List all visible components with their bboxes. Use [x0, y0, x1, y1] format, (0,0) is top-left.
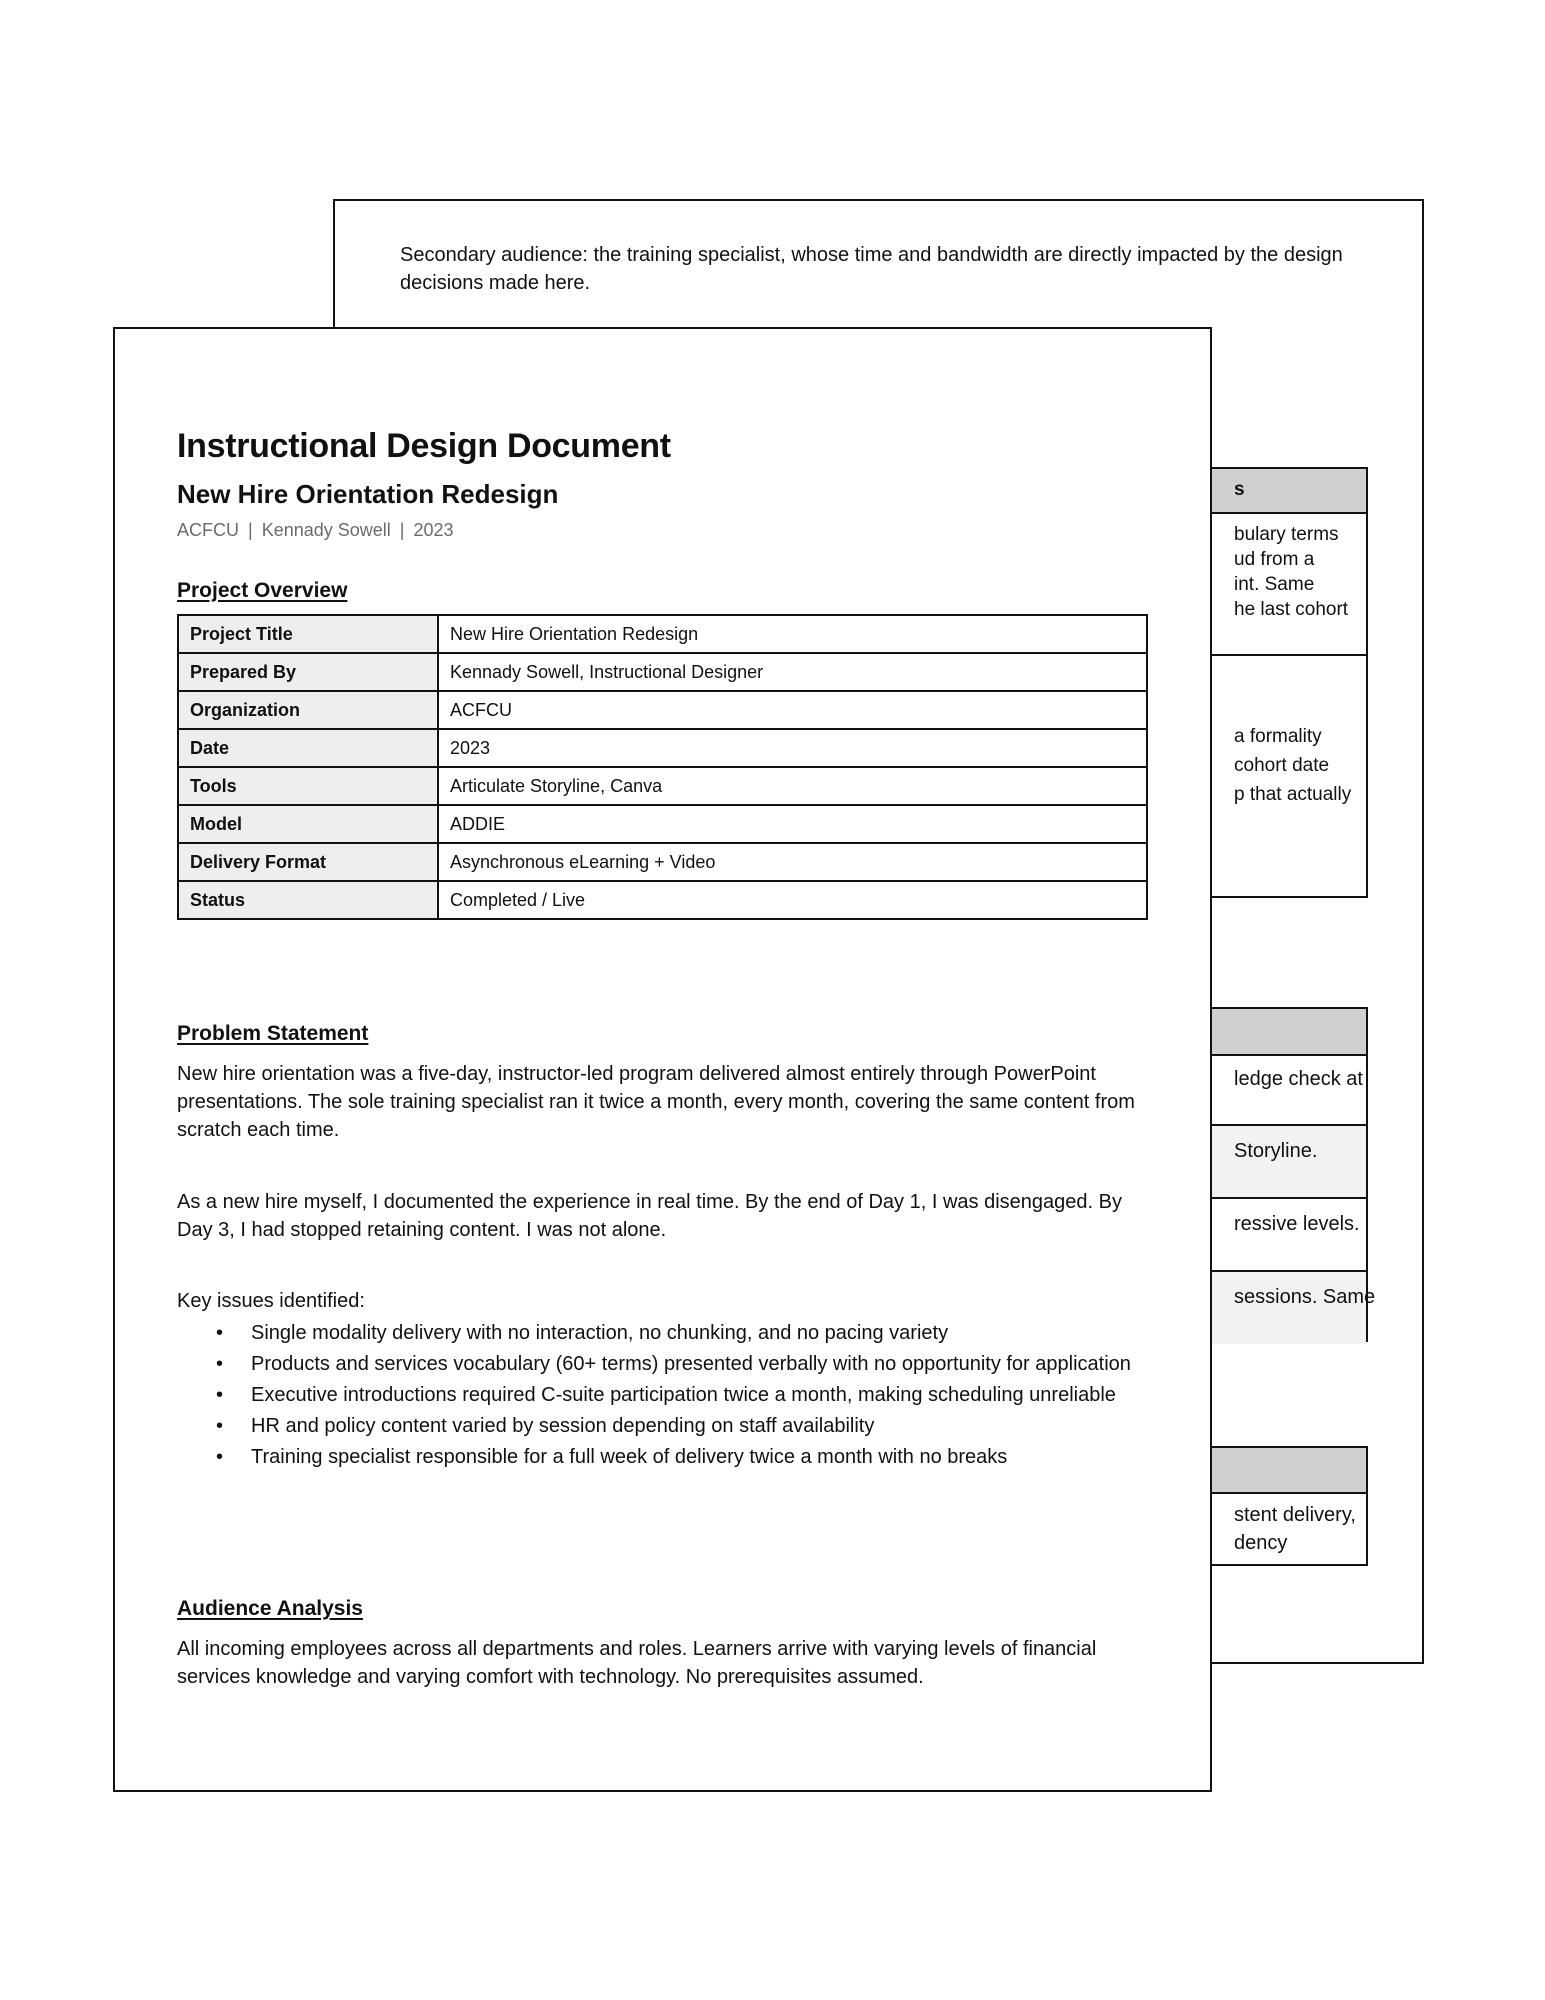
issue-text: Products and services vocabulary (60+ terms) presented verbally with no opportunity for application [251, 1353, 1131, 1375]
back-cell-line: dency [1234, 1532, 1288, 1554]
problem-paragraph-2: As a new hire myself, I documented the experience in real time. By the end of Day 1, I was disengaged. By Day 3, I had stopped retaining content. I was not alone. [177, 1191, 1122, 1241]
issue-text: HR and policy content varied by session depending on staff availability [251, 1415, 875, 1437]
row-label: Date [178, 729, 438, 767]
row-label: Status [178, 881, 438, 919]
row-value: Kennady Sowell, Instructional Designer [438, 653, 1147, 691]
row-label: Tools [178, 767, 438, 805]
row-label: Model [178, 805, 438, 843]
row-label: Project Title [178, 615, 438, 653]
back-cell-line: stent delivery, [1234, 1504, 1356, 1526]
issue-text: Training specialist responsible for a full week of delivery twice a month with no breaks [251, 1446, 1008, 1468]
table-row [178, 653, 1147, 691]
audience-analysis-heading: Audience Analysis [177, 1597, 363, 1620]
meta-year: 2023 [413, 520, 454, 540]
row-label: Organization [178, 691, 438, 729]
list-item [216, 1381, 1171, 1409]
project-overview-table [177, 614, 1148, 920]
back-cell-line: ledge check at [1234, 1068, 1363, 1090]
project-overview-heading: Project Overview [177, 579, 348, 602]
back-cell-line: a formality [1234, 726, 1322, 747]
bullet: • [216, 1353, 224, 1375]
table-row [178, 691, 1147, 729]
table-row [178, 729, 1147, 767]
back-table-1-header-text: s [1234, 479, 1245, 500]
back-cell-line: bulary terms [1234, 524, 1339, 545]
issue-text: Single modality delivery with no interaction, no chunking, and no pacing variety [251, 1322, 949, 1344]
bullet: • [216, 1415, 224, 1437]
secondary-audience-text: Secondary audience: the training specialist, whose time and bandwidth are directly impacted by the design decisions made here. [400, 244, 1343, 294]
back-cell-line: int. Same [1234, 574, 1315, 595]
row-value: ACFCU [438, 691, 1147, 729]
meta-separator: | [248, 520, 253, 540]
document-meta [177, 520, 454, 541]
back-cell-line: p that actually [1234, 784, 1352, 805]
row-label: Prepared By [178, 653, 438, 691]
back-cell-line: Storyline. [1234, 1140, 1318, 1162]
back-cell-line: ressive levels. [1234, 1213, 1360, 1235]
audience-paragraph: All incoming employees across all departments and roles. Learners arrive with varying levels of financial services knowledge and varying comfort with technology. No prerequisites assumed. [177, 1638, 1097, 1688]
back-cell-line: cohort date [1234, 755, 1330, 776]
table-row [178, 767, 1147, 805]
row-value: Asynchronous eLearning + Video [438, 843, 1147, 881]
row-label: Delivery Format [178, 843, 438, 881]
row-value: New Hire Orientation Redesign [438, 615, 1147, 653]
issues-intro: Key issues identified: [177, 1290, 365, 1312]
back-cell-line: sessions. Same [1234, 1286, 1376, 1308]
table-row [178, 615, 1147, 653]
bullet: • [216, 1384, 224, 1406]
bullet: • [216, 1322, 224, 1344]
issues-list [177, 1319, 1171, 1474]
meta-separator: | [399, 520, 405, 540]
document-subtitle: New Hire Orientation Redesign [177, 479, 559, 509]
table-row [178, 843, 1147, 881]
document-title: Instructional Design Document [177, 427, 671, 465]
meta-org: ACFCU [177, 520, 239, 540]
row-value: Completed / Live [438, 881, 1147, 919]
bullet: • [216, 1446, 224, 1468]
issue-text: Executive introductions required C-suite participation twice a month, making scheduling unreliable [251, 1384, 1116, 1406]
back-cell-line: ud from a [1234, 549, 1315, 570]
meta-author: Kennady Sowell [261, 520, 391, 540]
row-value: ADDIE [438, 805, 1147, 843]
problem-statement-heading: Problem Statement [177, 1022, 369, 1045]
list-item [216, 1443, 1171, 1471]
row-value: Articulate Storyline, Canva [438, 767, 1147, 805]
back-cell-line: he last cohort [1234, 599, 1349, 620]
list-item [216, 1412, 1171, 1440]
row-value: 2023 [438, 729, 1147, 767]
list-item [216, 1350, 1171, 1378]
table-row [178, 881, 1147, 919]
problem-paragraph-1: New hire orientation was a five-day, instructor-led program delivered almost entirely through PowerPoint presentations. The sole training specialist ran it twice a month, every month, covering the same content from scratch each time. [177, 1063, 1135, 1141]
list-item [216, 1319, 1171, 1347]
table-row [178, 805, 1147, 843]
front-page [113, 327, 1212, 1792]
